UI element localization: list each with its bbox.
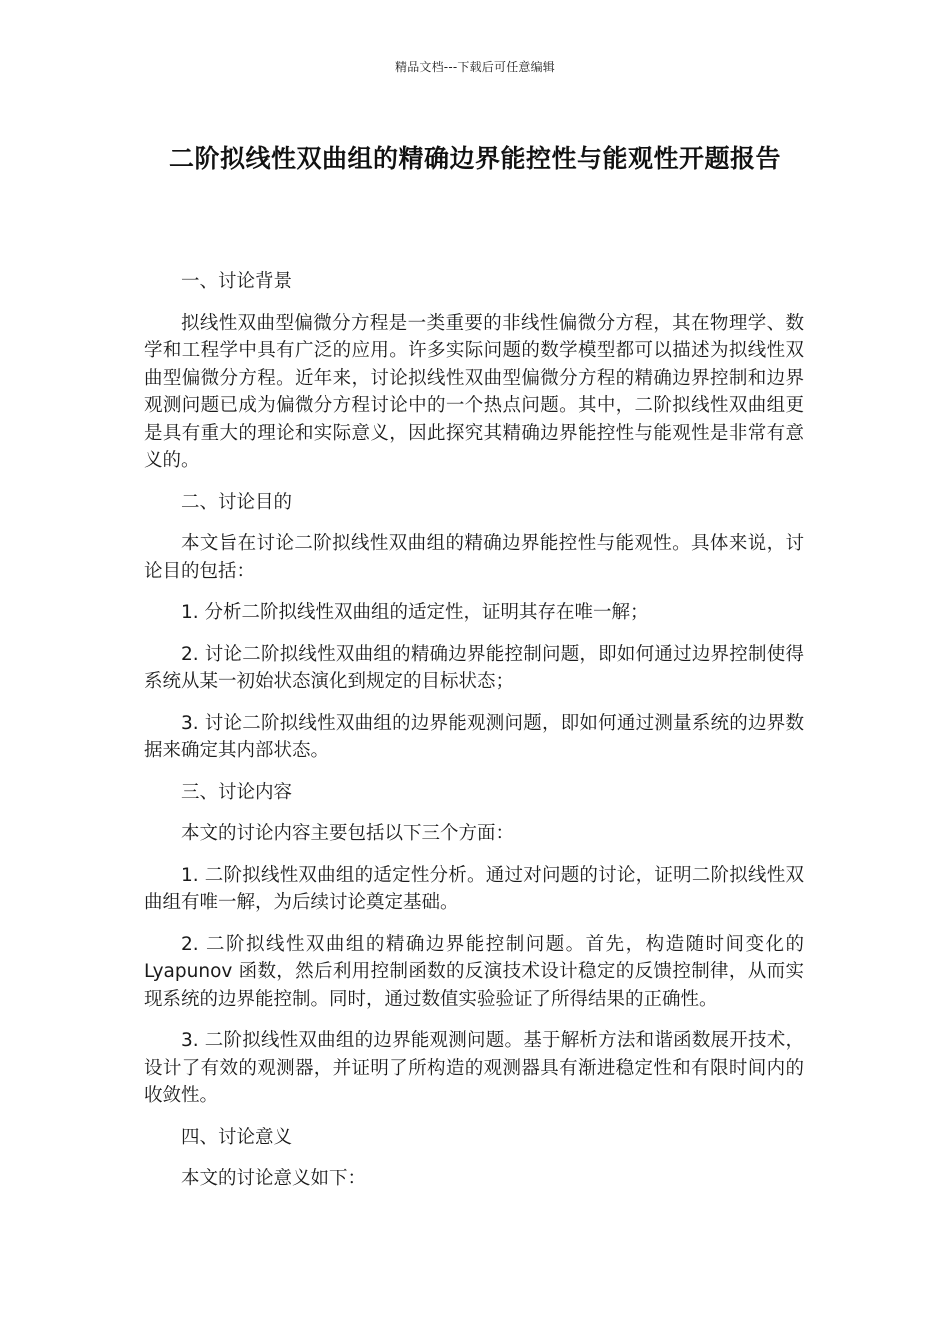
- paragraph-purpose-intro: 本文旨在讨论二阶拟线性双曲组的精确边界能控性与能观性。具体来说，讨论目的包括：: [144, 533, 804, 582]
- section-heading-significance: 四、讨论意义: [181, 1126, 293, 1148]
- list-item-purpose-2: 2. 讨论二阶拟线性双曲组的精确边界能控制问题，即如何通过边界控制使得系统从某一初始状态演化到规定的目标状态；: [144, 643, 804, 692]
- list-item-purpose-3: 3. 讨论二阶拟线性双曲组的边界能观测问题，即如何通过测量系统的边界数据来确定其内部状态。: [144, 712, 804, 761]
- paragraph-background: 拟线性双曲型偏微分方程是一类重要的非线性偏微分方程，其在物理学、数学和工程学中具有广泛的应用。许多实际问题的数学模型都可以描述为拟线性双曲型偏微分方程。近年来，讨论拟线性双曲型偏微分方程的精确边界控制和边界观测问题已成为偏微分方程讨论中的一个热点问题。其中，二阶拟线性双曲组更是具有重大的理论和实际意义，因此探究其精确边界能控性与能观性是非常有意义的。: [144, 312, 804, 471]
- list-item-content-1: 1. 二阶拟线性双曲组的适定性分析。通过对问题的讨论，证明二阶拟线性双曲组有唯一解，为后续讨论奠定基础。: [144, 864, 804, 913]
- list-item-content-2: 2. 二阶拟线性双曲组的精确边界能控制问题。首先，构造随时间变化的 Lyapunov 函数，然后利用控制函数的反演技术设计稳定的反馈控制律，从而实现系统的边界能控制。同时，通过数值实验验证了所得结果的正确性。: [144, 933, 804, 1010]
- document-title: 二阶拟线性双曲组的精确边界能控性与能观性开题报告: [168, 144, 781, 173]
- section-heading-background: 一、讨论背景: [181, 271, 293, 292]
- section-heading-content: 三、讨论内容: [181, 781, 293, 803]
- list-item-purpose-1: 1. 分析二阶拟线性双曲组的适定性，证明其存在唯一解；: [181, 602, 649, 623]
- header-note: 精品文档---下载后可任意编辑: [395, 60, 555, 74]
- list-item-content-3: 3. 二阶拟线性双曲组的边界能观测问题。基于解析方法和谐函数展开技术，设计了有效的观测器，并证明了所构造的观测器具有渐进稳定性和有限时间内的收敛性。: [144, 1030, 804, 1106]
- paragraph-significance-intro: 本文的讨论意义如下：: [181, 1168, 367, 1189]
- paragraph-content-intro: 本文的讨论内容主要包括以下三个方面：: [181, 823, 515, 844]
- document-body: [144, 268, 804, 1207]
- section-heading-purpose: 二、讨论目的: [181, 491, 293, 513]
